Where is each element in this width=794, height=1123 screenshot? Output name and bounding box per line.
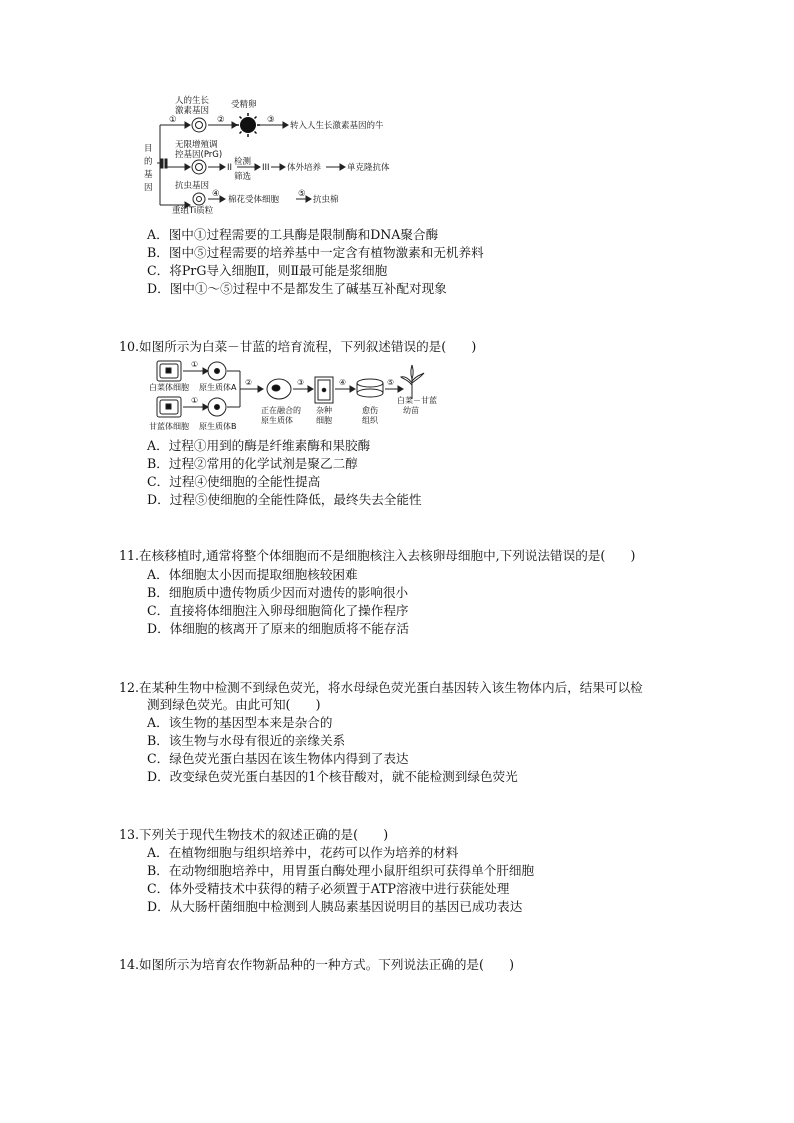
- cell-ii-label: II: [227, 163, 233, 173]
- q12-stem-continued: 测到绿色荧光。由此可知( ): [147, 697, 321, 712]
- callus-label-1: 愈伤: [362, 406, 378, 415]
- side-label-4: 因: [144, 183, 153, 193]
- hybrid-label-2: 细胞: [316, 416, 332, 425]
- q13-option-c: C．体外受精技术中获得的精子必须置于ATP溶液中进行获能处理: [147, 881, 510, 896]
- q11-stem: 11.在核移植时,通常将整个体细胞而不是细胞核注入去核卵母细胞中,下列说法错误的是( ): [119, 548, 636, 563]
- q11-option-c: C．直接将体细胞注入卵母细胞简化了操作程序: [147, 603, 409, 618]
- step-5-label: ⑤: [298, 189, 306, 199]
- q10-option-d: D．过程⑤使细胞的全能性降低，最终失去全能性: [147, 492, 422, 507]
- cabbage-cell-label: 白菜体细胞: [149, 383, 189, 392]
- q10-step-2: ②: [245, 378, 253, 387]
- q10-step-3: ③: [297, 378, 305, 387]
- side-label-2: 的: [144, 157, 153, 167]
- q13-stem: 13.下列关于现代生物技术的叙述正确的是( ): [119, 827, 389, 842]
- q12-option-c: C．绿色荧光蛋白基因在该生物体内得到了表达: [147, 751, 409, 766]
- fusing-label-1: 正在融合的: [261, 406, 301, 415]
- q10-step-1b: ①: [191, 396, 199, 405]
- q9-option-d: D．图中①～⑤过程中不是都发生了碱基互补配对现象: [147, 281, 447, 296]
- growth-gene-label-2: 激素基因: [175, 106, 210, 116]
- q9-option-b: B．图中⑤过程需要的培养基中一定含有植物激素和无机养料: [147, 245, 484, 260]
- q9-diagram: [140, 95, 540, 215]
- step-4-label: ④: [212, 189, 220, 199]
- cotton-label: 抗虫棉: [313, 195, 339, 205]
- q12-option-b: B．该生物与水母有很近的亲缘关系: [147, 733, 346, 748]
- protoplast-a-label: 原生质体A: [199, 383, 237, 392]
- q12-option-d: D．改变绿色荧光蛋白基因的1个核苷酸对，就不能检测到绿色荧光: [147, 769, 518, 784]
- cell-iii-label: III: [262, 163, 270, 173]
- q11-option-a: A．体细胞太小因而提取细胞核较困难: [147, 567, 358, 582]
- q11-option-b: B．细胞质中遗传物质少因而对遗传的影响很小: [147, 585, 409, 600]
- side-label-3: 基: [144, 170, 153, 180]
- step-3-label: ③: [267, 115, 275, 125]
- q13-option-d: D．从大肠杆菌细胞中检测到人胰岛素基因说明目的基因已成功表达: [147, 899, 523, 914]
- prg-label-2: 控基因(PrG): [175, 150, 223, 160]
- q10-option-a: A．过程①用到的酶是纤维素酶和果胶酶: [147, 438, 371, 453]
- growth-gene-label-1: 人的生长: [175, 96, 210, 106]
- q10-diagram: [145, 355, 445, 437]
- step-1-label: ①: [169, 115, 177, 125]
- q10-step-4: ④: [339, 378, 347, 387]
- zygote-icon: [236, 113, 260, 137]
- kale-cell-label: 甘蓝体细胞: [149, 422, 189, 431]
- detect-label-2: 筛选: [234, 172, 252, 182]
- protoplast-b-label: 原生质体B: [199, 422, 237, 431]
- q14-stem: 14.如图所示为培育农作物新品种的一种方式。下列说法正确的是( ): [119, 957, 515, 972]
- q12-option-a: A．该生物的基因型本来是杂合的: [147, 715, 333, 730]
- q10-step-1a: ①: [191, 360, 199, 369]
- zygote-label: 受精卵: [231, 100, 257, 110]
- prg-label-1: 无限增殖调: [175, 140, 218, 150]
- cow-label: 转入人生长激素基因的牛: [290, 121, 384, 131]
- q13-option-b: B．在动物细胞培养中，用胃蛋白酶处理小鼠肝组织可获得单个肝细胞: [147, 863, 535, 878]
- q9-option-a: A．图中①过程需要的工具酶是限制酶和DNA聚合酶: [147, 227, 439, 242]
- q11-option-d: D．体细胞的核离开了原来的细胞质将不能存活: [147, 621, 409, 636]
- q10-option-c: C．过程④使细胞的全能性提高: [147, 474, 321, 489]
- detect-label-1: 检测: [234, 157, 252, 167]
- q10-stem: 10.如图所示为白菜－甘蓝的培育流程，下列叙述错误的是( ): [119, 339, 477, 354]
- culture-label: 体外培养: [287, 163, 322, 173]
- callus-label-2: 组织: [362, 416, 378, 425]
- step-2-label: ②: [217, 115, 225, 125]
- side-label-1: 目: [144, 144, 153, 154]
- insect-gene-label: 抗虫基因: [175, 181, 210, 191]
- fusing-label-2: 原生质体: [261, 416, 293, 425]
- q9-option-c: C．将PrG导入细胞Ⅱ，则Ⅱ最可能是浆细胞: [147, 263, 388, 278]
- receptor-label: 棉花受体细胞: [228, 195, 280, 205]
- antibody-label: 单克隆抗体: [347, 163, 390, 173]
- plasmid-label: 重组Ti质粒: [172, 206, 214, 215]
- q12-stem: 12.在某种生物中检测不到绿色荧光，将水母绿色荧光蛋白基因转入该生物体内后，结果可以检: [119, 680, 643, 695]
- q13-option-a: A．在植物细胞与组织培养中，花药可以作为培养的材料: [147, 845, 459, 860]
- seedling-label-1: 白菜－甘蓝: [397, 396, 437, 405]
- q10-option-b: B．过程②常用的化学试剂是聚乙二醇: [147, 456, 358, 471]
- seedling-label-2: 幼苗: [403, 406, 419, 415]
- hybrid-label-1: 杂种: [316, 406, 332, 415]
- q10-step-5: ⑤: [387, 378, 395, 387]
